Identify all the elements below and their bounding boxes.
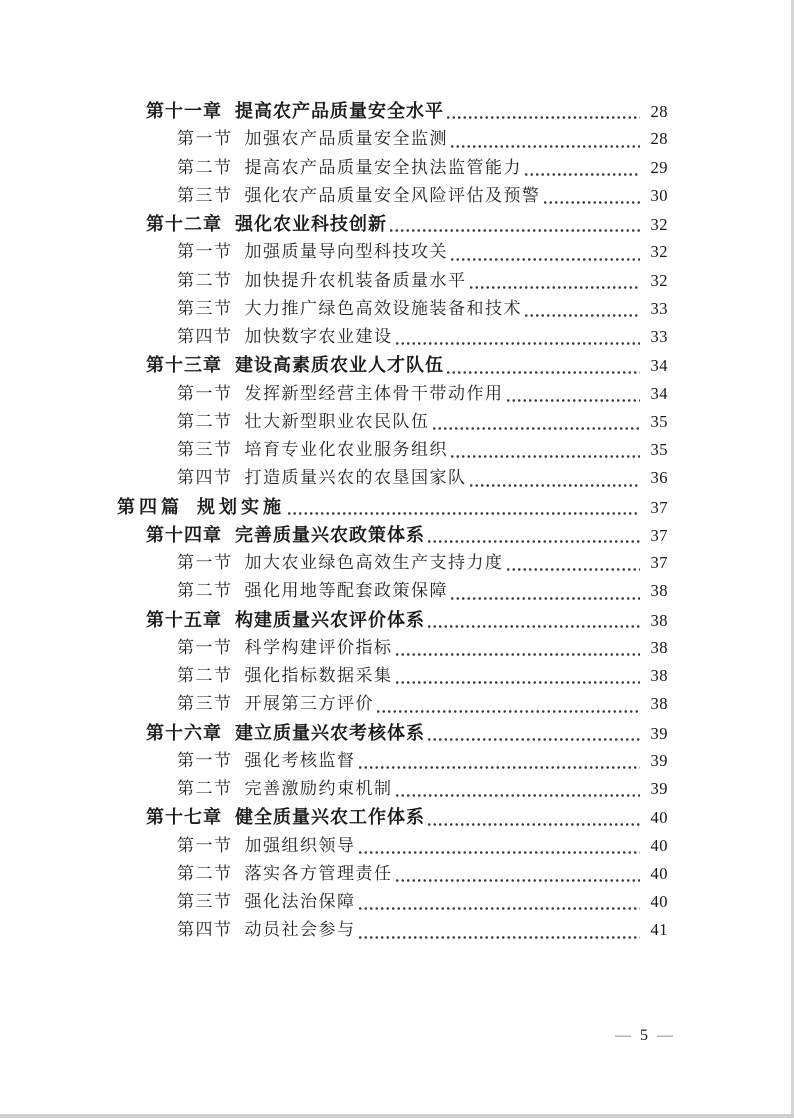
toc-entry-title: 加大农业绿色高效生产支持力度 — [244, 553, 504, 572]
toc-entry — [0, 662, 668, 690]
toc-entry-page: 34 — [650, 383, 668, 403]
toc-entry-number: 第一节 — [177, 383, 233, 403]
toc-entry-number: 第二节 — [177, 581, 233, 601]
toc-leader-dots — [428, 625, 640, 628]
toc-entry-number: 第二节 — [177, 411, 233, 431]
toc-entry — [0, 295, 668, 323]
toc-entry-title: 完善激励约束机制 — [244, 779, 393, 798]
toc-entry-title: 加快数字农业建设 — [244, 327, 393, 346]
toc-entry-page: 40 — [650, 892, 668, 911]
toc-entry-title: 培育专业化农业服务组织 — [244, 440, 448, 459]
toc-entry-page: 32 — [650, 242, 668, 262]
toc-entry-title: 加强组织领导 — [244, 835, 356, 855]
toc-entry — [0, 775, 668, 803]
toc-leader-dots — [359, 766, 641, 769]
toc-entry-title: 强化法治保障 — [244, 892, 356, 911]
toc-leader-dots — [451, 455, 640, 458]
toc-entry-page: 41 — [650, 920, 668, 940]
toc-entry — [0, 634, 668, 662]
toc-entry-title: 规划实施 — [197, 496, 285, 517]
toc-entry — [0, 577, 668, 605]
toc-leader-dots — [377, 710, 640, 713]
toc-leader-dots — [451, 597, 640, 600]
toc-entry — [0, 860, 668, 888]
toc-leader-dots — [525, 314, 640, 317]
toc-leader-dots — [359, 851, 641, 854]
toc-entry-number: 第十五章 — [146, 609, 222, 630]
toc-leader-dots — [451, 145, 640, 148]
toc-entry-page: 40 — [650, 835, 668, 855]
toc-entry-title: 加强农产品质量安全监测 — [244, 129, 448, 149]
toc-entry — [0, 719, 668, 747]
toc-entry-title: 完善质量兴农政策体系 — [235, 524, 425, 545]
toc-leader-dots — [396, 794, 641, 797]
toc-leader-dots — [544, 201, 641, 204]
toc-entry-number: 第一节 — [177, 835, 233, 855]
toc-entry-title: 强化指标数据采集 — [244, 666, 393, 685]
toc-leader-dots — [451, 258, 640, 261]
toc-entry-title: 加强质量导向型科技攻关 — [244, 242, 448, 262]
toc-entry-page: 32 — [650, 270, 668, 290]
toc-entry — [0, 916, 668, 944]
toc-entry-title: 大力推广绿色高效设施装备和技术 — [244, 298, 522, 318]
toc-entry-number: 第四篇 — [117, 496, 183, 517]
toc-leader-dots — [359, 907, 641, 910]
toc-entry — [0, 436, 668, 464]
toc-entry-number: 第十一章 — [146, 101, 222, 121]
toc-entry-number: 第一节 — [177, 750, 233, 770]
toc-leader-dots — [288, 512, 640, 515]
toc-entry-number: 第三节 — [177, 694, 233, 714]
toc-entry-page: 40 — [650, 808, 668, 828]
toc-entry-title: 强化考核监督 — [244, 750, 356, 770]
toc-entry — [0, 464, 668, 492]
toc-entry-title: 强化农业科技创新 — [235, 214, 387, 234]
toc-entry-page: 34 — [650, 356, 668, 376]
toc-entry-page: 38 — [650, 637, 668, 657]
toc-leader-dots — [396, 879, 641, 882]
toc-entry — [0, 323, 668, 351]
toc-entry-page: 39 — [650, 723, 668, 743]
toc-entry-title: 壮大新型职业农民队伍 — [244, 411, 430, 431]
toc-leader-dots — [428, 540, 640, 543]
toc-entry-number: 第十三章 — [146, 355, 222, 376]
toc-entry-title: 强化用地等配套政策保障 — [244, 581, 448, 601]
toc-entry-number: 第十四章 — [146, 524, 222, 545]
toc-entry — [0, 380, 668, 408]
toc-entry-number: 第二节 — [177, 863, 233, 883]
scan-edge-bottom — [0, 1114, 794, 1118]
toc-entry-page: 36 — [650, 468, 668, 488]
toc-entry-page: 28 — [650, 102, 668, 121]
toc-entry — [0, 493, 668, 521]
toc-entry-title: 落实各方管理责任 — [244, 863, 393, 883]
toc-entry-title: 建立质量兴农考核体系 — [235, 722, 425, 743]
toc-entry — [0, 521, 668, 549]
toc-entry-page: 28 — [650, 129, 668, 149]
toc-entry-title: 健全质量兴农工作体系 — [235, 807, 425, 828]
table-of-contents — [0, 97, 668, 945]
toc-entry-page: 38 — [650, 610, 668, 630]
toc-leader-dots — [396, 653, 641, 656]
toc-leader-dots — [428, 823, 640, 826]
toc-entry-page: 38 — [650, 694, 668, 714]
footer-page-number: 5 — [640, 1027, 648, 1044]
toc-entry-title: 动员社会参与 — [244, 920, 356, 940]
toc-entry-number: 第三节 — [177, 298, 233, 318]
toc-entry-number: 第三节 — [177, 440, 233, 459]
toc-entry — [0, 238, 668, 266]
toc-entry-number: 第四节 — [177, 920, 233, 940]
toc-entry-title: 建设高素质农业人才队伍 — [235, 355, 444, 376]
toc-entry-title: 构建质量兴农评价体系 — [235, 609, 425, 630]
toc-leader-dots — [447, 116, 640, 119]
toc-entry-number: 第十六章 — [146, 722, 222, 743]
footer-dash-left: — — [615, 1027, 631, 1044]
toc-entry-page: 35 — [650, 440, 668, 459]
toc-entry — [0, 803, 668, 831]
toc-entry-page: 38 — [650, 581, 668, 601]
toc-leader-dots — [428, 738, 640, 741]
toc-entry-page: 37 — [650, 553, 668, 572]
toc-entry-number: 第二节 — [177, 157, 233, 177]
toc-leader-dots — [447, 371, 640, 374]
toc-entry-title: 强化农产品质量安全风险评估及预警 — [244, 185, 541, 205]
footer-dash-right: — — [657, 1027, 673, 1044]
toc-entry-page: 30 — [650, 185, 668, 205]
toc-entry — [0, 154, 668, 182]
toc-leader-dots — [359, 936, 641, 939]
toc-entry-number: 第十七章 — [146, 807, 222, 828]
toc-entry — [0, 408, 668, 436]
toc-entry-number: 第一节 — [177, 129, 233, 149]
toc-entry-title: 开展第三方评价 — [244, 694, 374, 714]
toc-entry-page: 38 — [650, 666, 668, 685]
page-footer — [615, 1026, 673, 1046]
toc-entry-page: 33 — [650, 327, 668, 346]
toc-entry-number: 第二节 — [177, 270, 233, 290]
toc-entry-page: 37 — [650, 525, 668, 545]
toc-entry — [0, 549, 668, 577]
toc-leader-dots — [396, 681, 641, 684]
toc-entry-page: 40 — [650, 863, 668, 883]
toc-entry-title: 提高农产品质量安全执法监管能力 — [244, 157, 522, 177]
toc-entry-title: 科学构建评价指标 — [244, 637, 393, 657]
toc-entry-title: 发挥新型经营主体骨干带动作用 — [244, 383, 504, 403]
toc-entry-title: 加快提升农机装备质量水平 — [244, 270, 467, 290]
toc-entry — [0, 747, 668, 775]
toc-entry-page: 37 — [650, 497, 668, 517]
toc-entry-number: 第三节 — [177, 185, 233, 205]
toc-entry-page: 33 — [650, 298, 668, 318]
toc-entry — [0, 125, 668, 153]
toc-entry-title: 打造质量兴农的农垦国家队 — [244, 468, 467, 488]
toc-leader-dots — [390, 229, 640, 232]
toc-entry-number: 第三节 — [177, 892, 233, 911]
toc-entry — [0, 606, 668, 634]
toc-leader-dots — [507, 399, 641, 402]
toc-entry — [0, 888, 668, 916]
toc-entry — [0, 97, 668, 125]
toc-leader-dots — [507, 568, 641, 571]
toc-entry-number: 第一节 — [177, 637, 233, 657]
toc-entry — [0, 690, 668, 718]
toc-leader-dots — [470, 286, 641, 289]
toc-entry-page: 39 — [650, 779, 668, 798]
toc-entry-page: 29 — [650, 157, 668, 177]
toc-entry-number: 第四节 — [177, 327, 233, 346]
toc-entry-number: 第十二章 — [146, 214, 222, 234]
toc-leader-dots — [525, 173, 640, 176]
toc-entry-number: 第一节 — [177, 242, 233, 262]
toc-entry — [0, 351, 668, 379]
toc-entry-page: 32 — [650, 215, 668, 234]
toc-entry — [0, 182, 668, 210]
toc-leader-dots — [396, 342, 641, 345]
toc-leader-dots — [470, 484, 641, 487]
toc-entry — [0, 267, 668, 295]
toc-entry — [0, 210, 668, 238]
toc-entry-number: 第一节 — [177, 553, 233, 572]
toc-entry-page: 35 — [650, 411, 668, 431]
toc-entry — [0, 832, 668, 860]
toc-entry-title: 提高农产品质量安全水平 — [235, 101, 444, 121]
toc-entry-number: 第二节 — [177, 779, 233, 798]
toc-entry-page: 39 — [650, 750, 668, 770]
toc-entry-number: 第四节 — [177, 468, 233, 488]
toc-entry-number: 第二节 — [177, 666, 233, 685]
toc-leader-dots — [433, 427, 641, 430]
